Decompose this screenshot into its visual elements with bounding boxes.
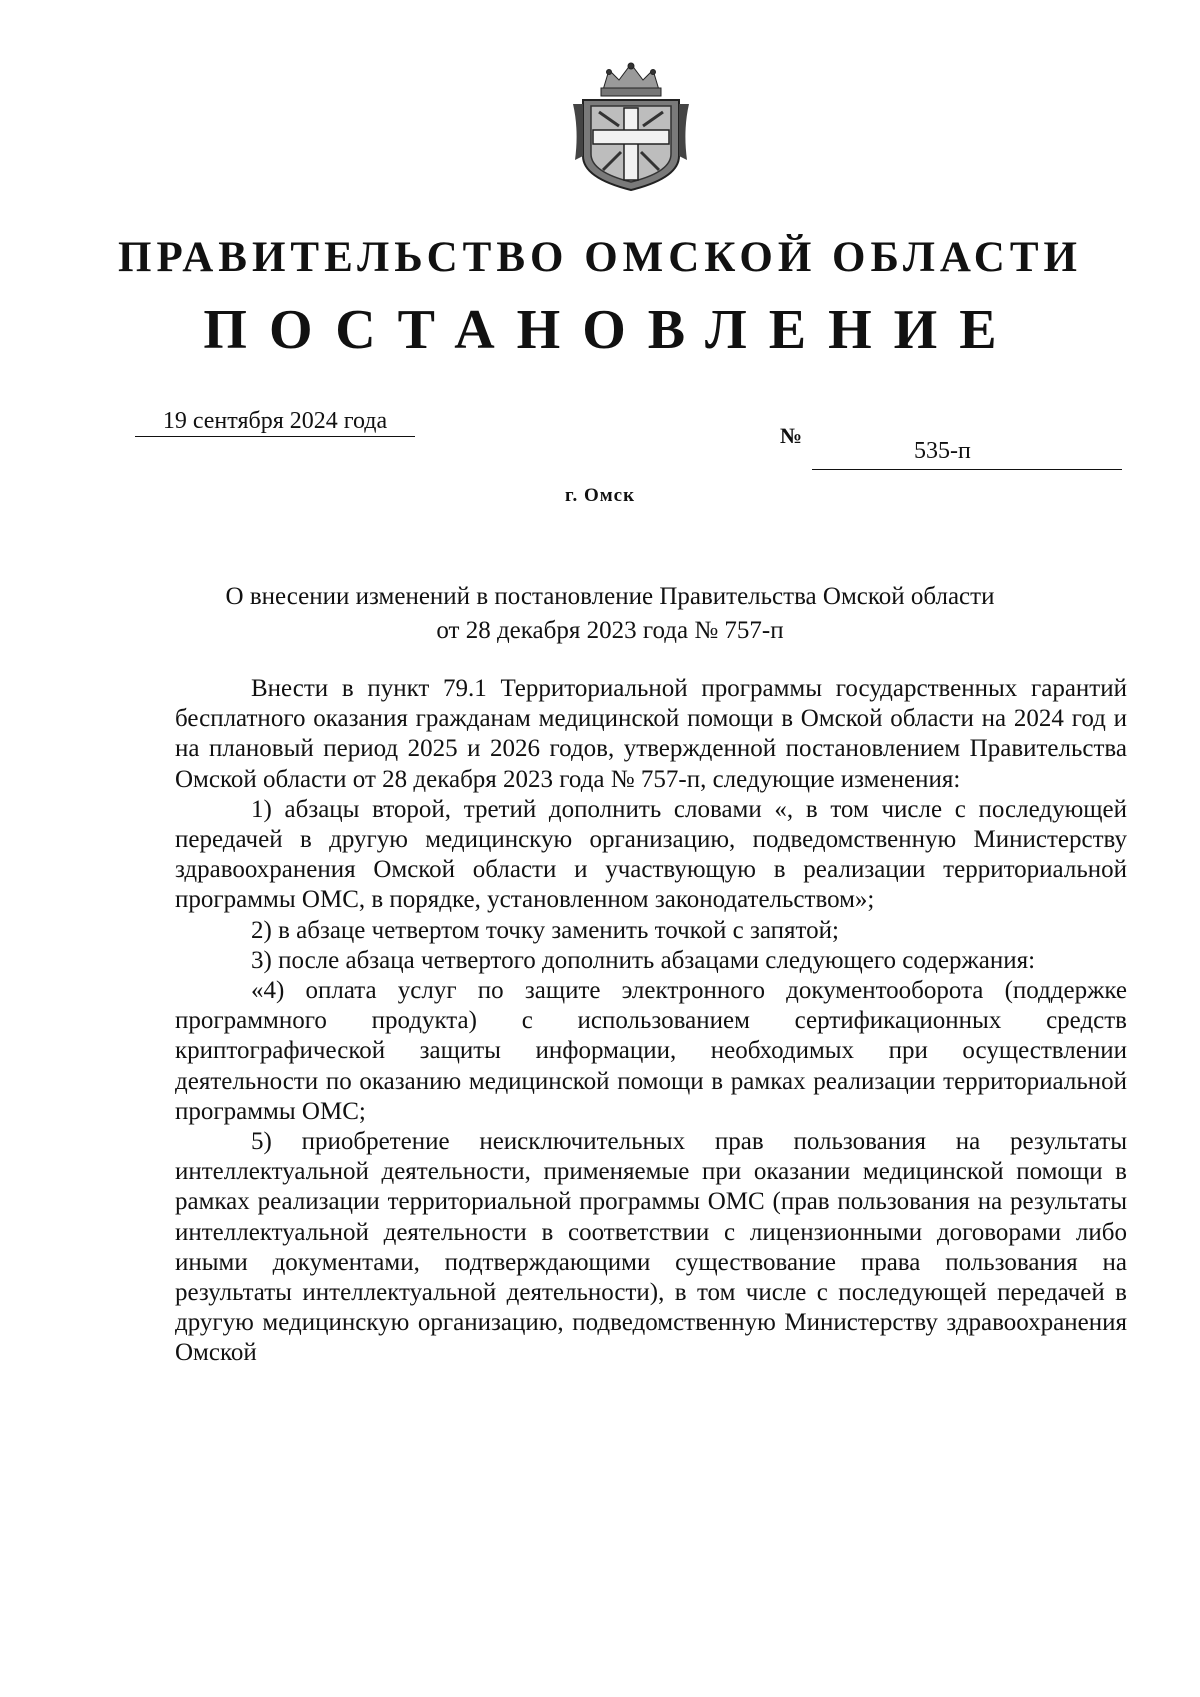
date-underline [135,436,415,437]
document-subject [180,580,1040,648]
omsk-coat-of-arms-icon [569,60,693,192]
subject-line-2: от 28 декабря 2023 года № 757-п [436,617,784,644]
body-intro-paragraph: Внести в пункт 79.1 Территориальной программы государственных гарантий бесплатного оказания гражданам медицинской помощи в Омской области на 2024 год и на плановый период 2025 и 2026 годов, утвержденной постановлением Правительства Омской области от 28 декабря 2023 года № 757-п, следующие изменения: [175,675,1127,793]
body-item-5: 5) приобретение неисключительных прав пользования на результаты интеллектуальной деятельности, применяемые при оказании медицинской помощи в рамках реализации территориальной программы ОМС (прав пользования на результаты интеллектуальной деятельности в соответствии с лицензионными договорами либо иными документами, подтверждающими существование права пользования на результаты интеллектуальной деятельности), в том числе с последующей передачей в другую медицинскую организацию, подведомственную Министерству здравоохранения Омской [175,1128,1127,1367]
document-body [175,674,1127,1369]
number-sign: № [780,423,803,448]
city-label: г. Омск [564,485,636,506]
body-item-2: 2) в абзаце четвертом точку заменить точкой с запятой; [251,916,839,944]
document-number: 535-п [914,438,971,464]
body-item-1: 1) абзацы второй, третий дополнить словами «, в том числе с последующей передачей в другую медицинскую организацию, подведомственную Министерству здравоохранения Омской области и участвующую в реализации территориальной программы ОМС, в порядке, установленном законодательством»; [175,795,1127,914]
organization-title: ПРАВИТЕЛЬСТВО ОМСКОЙ ОБЛАСТИ [118,234,1082,281]
subject-line-1: О внесении изменений в постановление Правительства Омской области [225,583,995,610]
document-type-title: ПОСТАНОВЛЕНИЕ [203,299,1019,361]
document-date: 19 сентября 2024 года [162,408,388,434]
body-item-3: 3) после абзаца четвертого дополнить абзацами следующего содержания: [251,946,1036,974]
number-underline [812,469,1122,470]
crown-icon [601,63,661,96]
body-item-4: «4) оплата услуг по защите электронного документооборота (поддержке программного продукта) с использованием сертификационных средств криптографической защиты информации, необходимых при осуществлении деятельности по оказанию медицинской помощи в рамках реализации территориальной программы ОМС; [175,977,1127,1125]
